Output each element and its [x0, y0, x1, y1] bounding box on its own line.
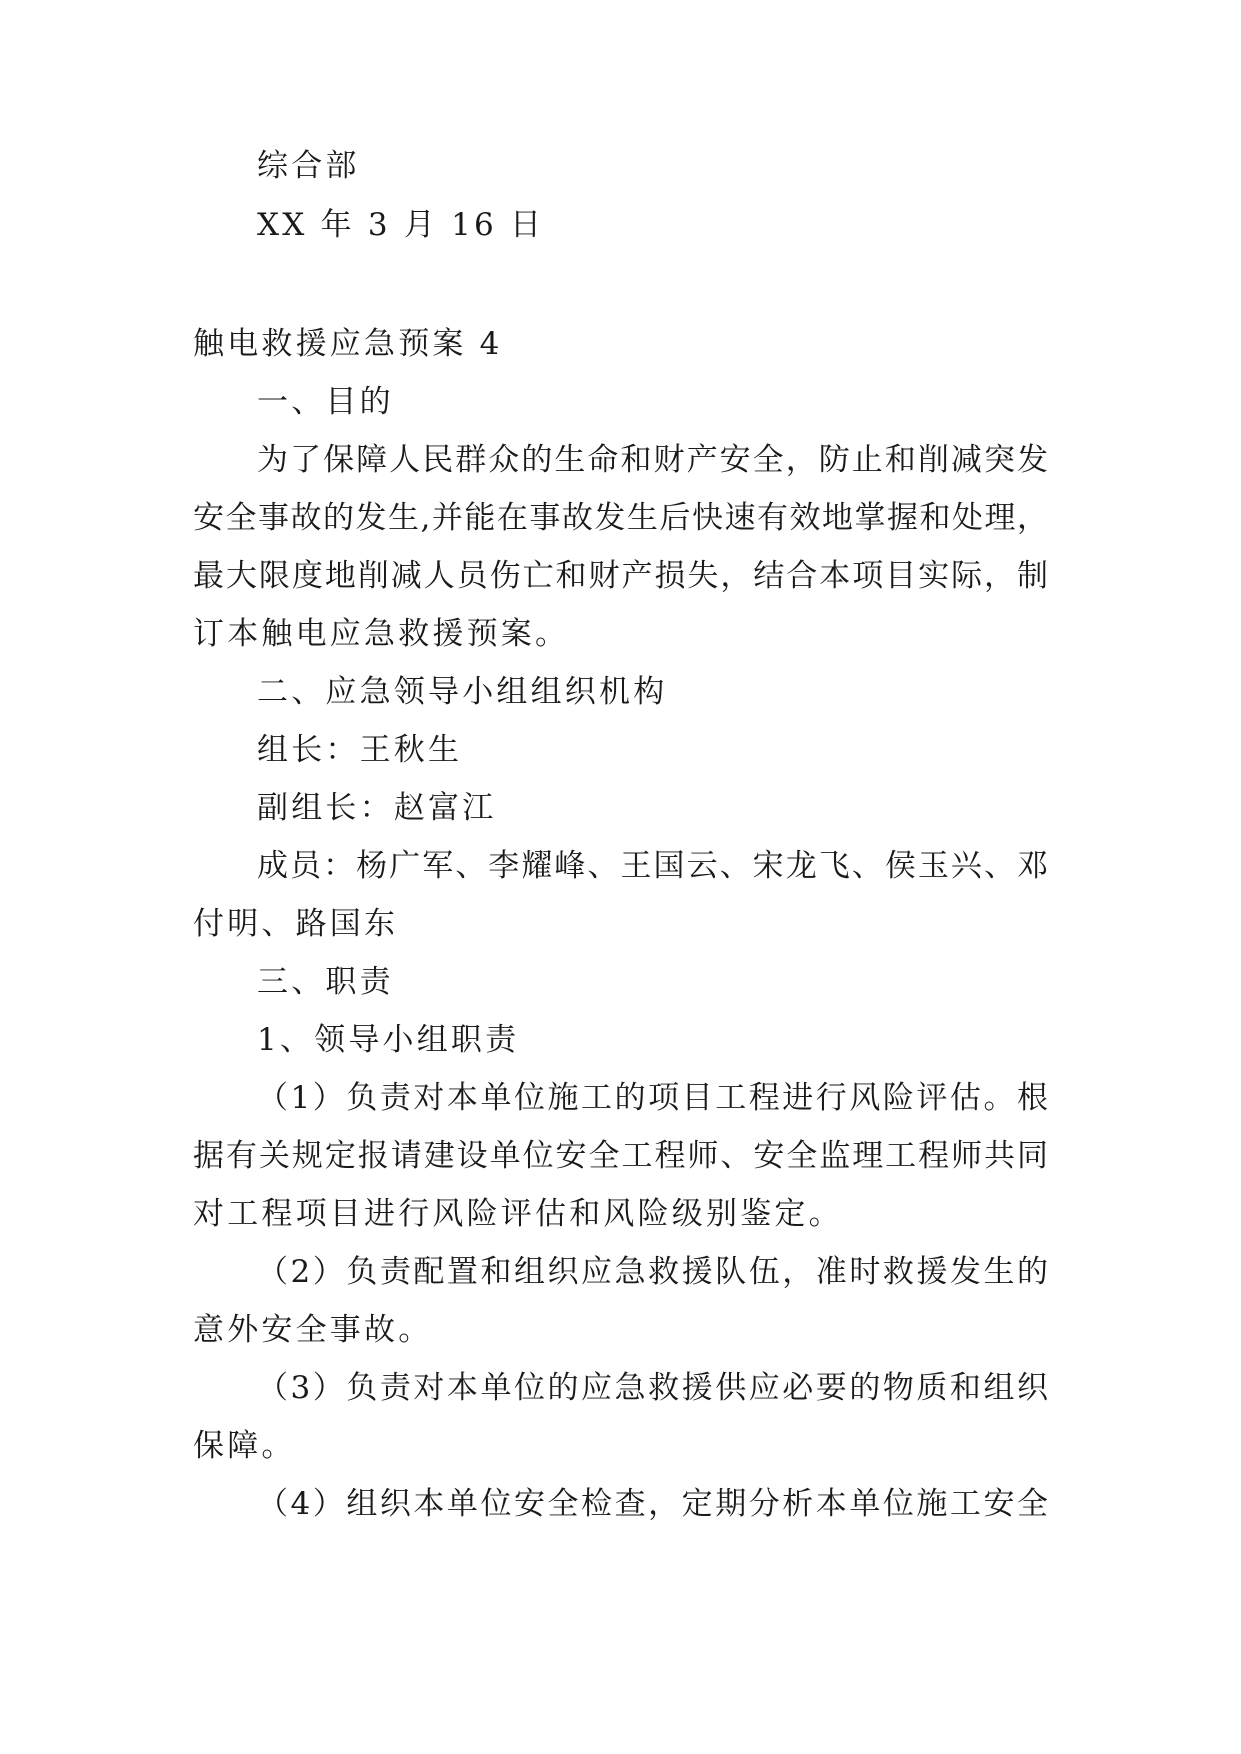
text-line: 1、领导小组职责: [257, 1022, 520, 1058]
text-line: 最大限度地削减人员伤亡和财产损失，结合本项目实际，制: [193, 558, 1048, 594]
text-line: 三、职责: [257, 964, 394, 1000]
text-line: 一、目的: [257, 384, 394, 420]
text-line: 组长：王秋生: [257, 732, 463, 768]
text-line: 为了保障人民群众的生命和财产安全，防止和削减突发: [257, 442, 1048, 478]
text-line: 意外安全事故。: [193, 1312, 433, 1348]
text-line: XX 年 3 月 16 日: [257, 207, 545, 243]
text-line: 副组长：赵富江: [257, 790, 497, 826]
text-line: 综合部: [257, 148, 360, 184]
text-line: 触电救援应急预案 4: [193, 326, 503, 362]
text-line: 成员：杨广军、李耀峰、王国云、宋龙飞、侯玉兴、邓: [257, 848, 1048, 884]
text-line: 保障。: [193, 1428, 296, 1464]
text-line: 付明、路国东: [193, 906, 399, 942]
text-line: 二、应急领导小组组织机构: [257, 674, 668, 710]
text-line: （4）组织本单位安全检查，定期分析本单位施工安全: [257, 1486, 1048, 1522]
text-line: （2）负责配置和组织应急救援队伍，准时救援发生的: [257, 1254, 1048, 1290]
text-line: （3）负责对本单位的应急救援供应必要的物质和组织: [257, 1370, 1048, 1406]
text-line: 对工程项目进行风险评估和风险级别鉴定。: [193, 1196, 843, 1232]
text-line: （1）负责对本单位施工的项目工程进行风险评估。根: [257, 1080, 1048, 1116]
text-line: 订本触电应急救援预案。: [193, 616, 570, 652]
text-line: 安全事故的发生,并能在事故发生后快速有效地掌握和处理，: [193, 500, 1048, 536]
text-line: 据有关规定报请建设单位安全工程师、安全监理工程师共同: [193, 1138, 1048, 1174]
